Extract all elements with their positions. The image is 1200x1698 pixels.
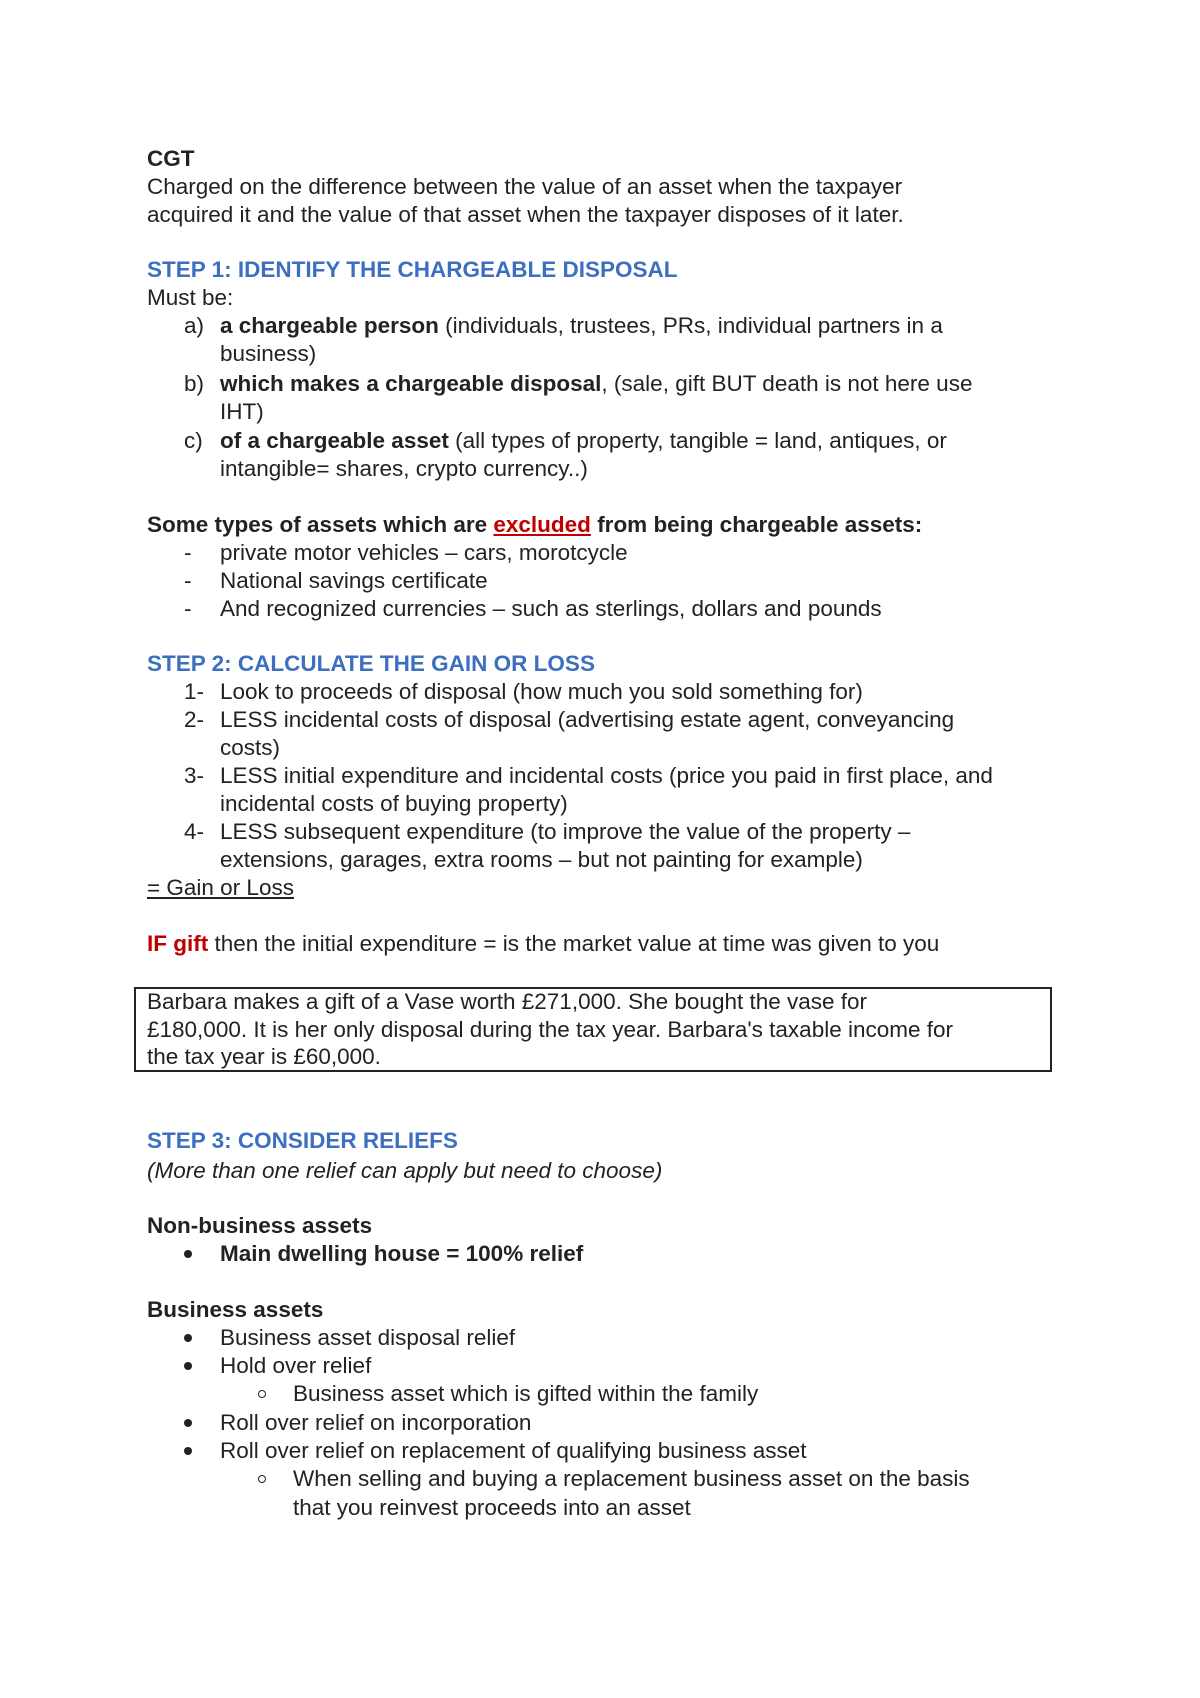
list-marker: c) (184, 428, 203, 453)
non-business-heading: Non-business assets (147, 1213, 373, 1238)
must-be-label: Must be: (147, 285, 234, 310)
bullet-icon (184, 1447, 192, 1455)
business-item: Hold over relief (220, 1353, 372, 1378)
business-sub-item: When selling and buying a replacement business asset on the basis (293, 1466, 970, 1491)
step1-item-b (220, 370, 972, 398)
step3-note: (More than one relief can apply but need to choose) (147, 1158, 663, 1183)
gain-or-loss-result: = Gain or Loss (147, 875, 294, 900)
example-line-2: £180,000. It is her only disposal during the tax year. Barbara's taxable income for (147, 1017, 954, 1042)
step1-item-a (220, 312, 943, 340)
step2-item: LESS initial expenditure and incidental costs (price you paid in first place, and (220, 763, 993, 788)
example-line-1: Barbara makes a gift of a Vase worth £271,000. She bought the vase for (147, 989, 868, 1014)
item-text: (individuals, trustees, PRs, individual partners in a (438, 313, 943, 338)
excluded-word: excluded (493, 512, 591, 537)
example-line-3: the tax year is £60,000. (147, 1044, 381, 1069)
sub-bullet-icon (258, 1475, 266, 1483)
bullet-icon (184, 1334, 192, 1342)
dash-marker: - (184, 540, 192, 565)
sub-bullet-icon (258, 1390, 266, 1398)
business-item: Business asset disposal relief (220, 1325, 516, 1350)
step1-item-c (220, 427, 947, 455)
item-bold-text: a chargeable person (220, 313, 439, 338)
non-business-item: Main dwelling house = 100% relief (220, 1241, 584, 1266)
step1-item-c-cont: intangible= shares, crypto currency..) (220, 456, 588, 481)
step2-item: Look to proceeds of disposal (how much you sold something for) (220, 679, 863, 704)
excluded-item: private motor vehicles – cars, morotcycle (220, 540, 628, 565)
dash-marker: - (184, 568, 192, 593)
business-item: Roll over relief on replacement of qualifying business asset (220, 1438, 807, 1463)
dash-marker: - (184, 596, 192, 621)
list-marker: b) (184, 371, 205, 396)
step2-item-cont: extensions, garages, extra rooms – but not painting for example) (220, 847, 863, 872)
item-bold-text: which makes a chargeable disposal (220, 371, 602, 396)
list-marker: 2- (184, 707, 205, 732)
excluded-heading: Some types of assets which are excluded from being chargeable assets: (147, 512, 923, 537)
step2-item: LESS incidental costs of disposal (advertising estate agent, conveyancing (220, 707, 955, 732)
excluded-item: National savings certificate (220, 568, 488, 593)
step2-item-cont: costs) (220, 735, 281, 760)
business-item: Roll over relief on incorporation (220, 1410, 532, 1435)
business-sub-item: Business asset which is gifted within the family (293, 1381, 759, 1406)
gift-rule-text: then the initial expenditure = is the market value at time was given to you (208, 931, 940, 956)
business-heading: Business assets (147, 1297, 324, 1322)
step2-heading: STEP 2: CALCULATE THE GAIN OR LOSS (147, 651, 595, 676)
step2-item-cont: incidental costs of buying property) (220, 791, 568, 816)
list-marker: 4- (184, 819, 205, 844)
step3-heading: STEP 3: CONSIDER RELIEFS (147, 1128, 458, 1153)
item-text: , (sale, gift BUT death is not here use (601, 371, 973, 396)
bullet-icon (184, 1250, 192, 1258)
business-sub-item-cont: that you reinvest proceeds into an asset (293, 1495, 691, 1520)
gift-label: IF gift (147, 931, 209, 956)
step1-item-b-cont: IHT) (220, 399, 264, 424)
list-marker: 3- (184, 763, 205, 788)
item-bold-text: of a chargeable asset (220, 428, 449, 453)
gift-rule (147, 930, 939, 958)
excluded-item: And recognized currencies – such as sterlings, dollars and pounds (220, 596, 882, 621)
bullet-icon (184, 1362, 192, 1370)
bullet-icon (184, 1419, 192, 1427)
step1-item-a-cont: business) (220, 341, 317, 366)
step1-heading: STEP 1: IDENTIFY THE CHARGEABLE DISPOSAL (147, 257, 678, 282)
intro-line-1: Charged on the difference between the value of an asset when the taxpayer (147, 174, 903, 199)
list-marker: a) (184, 313, 205, 338)
list-marker: 1- (184, 679, 205, 704)
step2-item: LESS subsequent expenditure (to improve the value of the property – (220, 819, 911, 844)
item-text: (all types of property, tangible = land, antiques, or (448, 428, 947, 453)
intro-line-2: acquired it and the value of that asset when the taxpayer disposes of it later. (147, 202, 904, 227)
page-title: CGT (147, 146, 195, 171)
